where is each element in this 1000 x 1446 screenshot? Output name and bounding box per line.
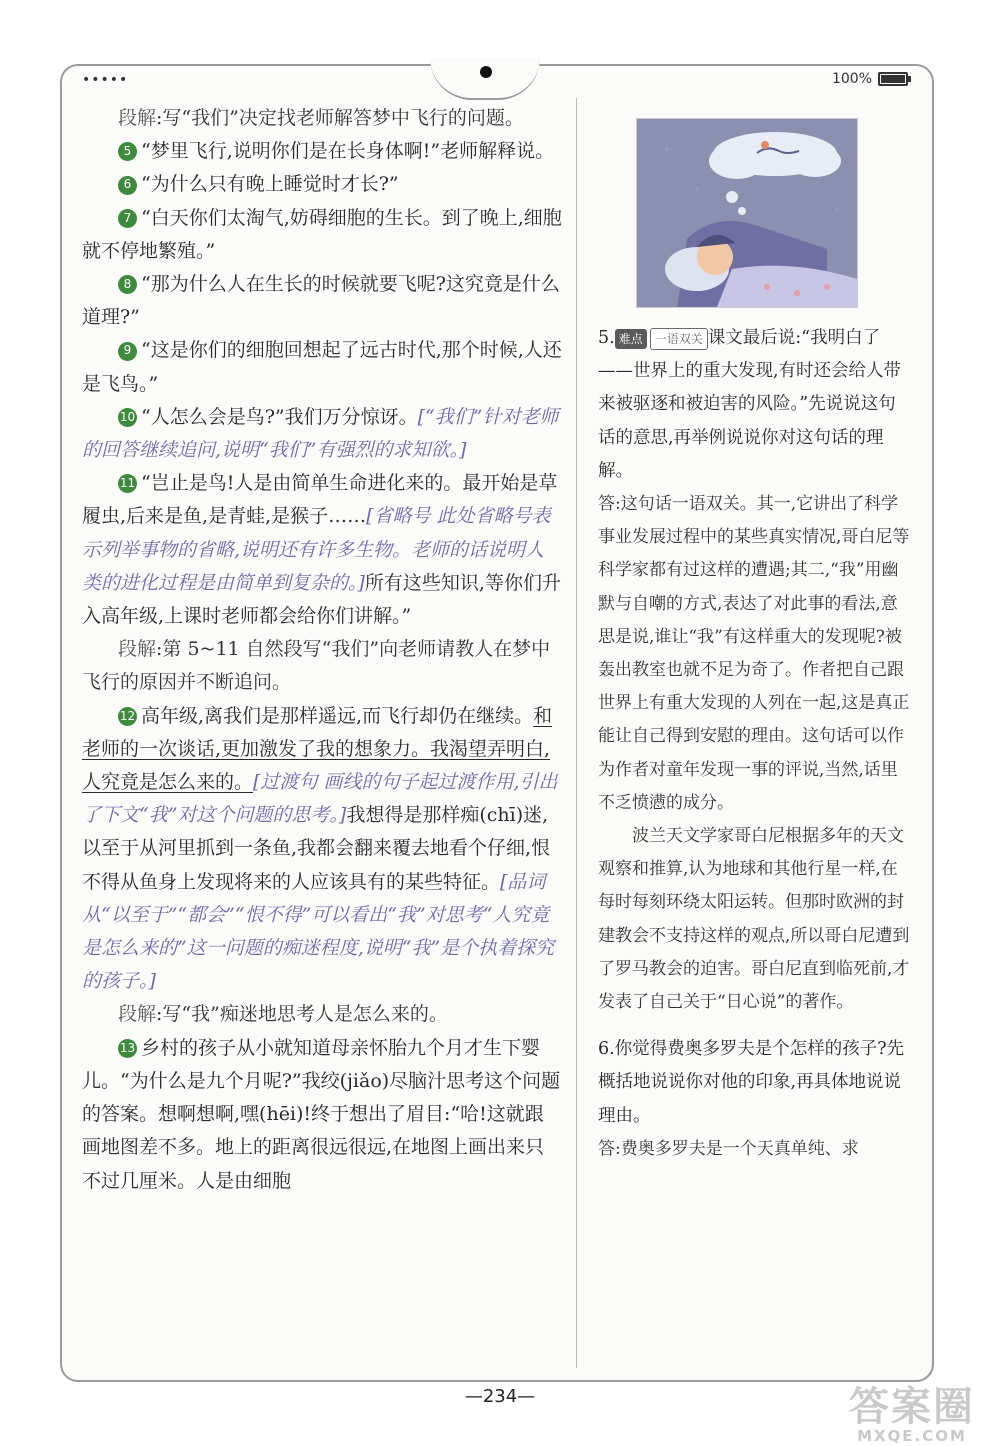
analysis-text: :写“我们”决定找老师解答梦中飞行的问题。 [156, 107, 524, 129]
status-bar [62, 66, 928, 94]
annotation-note: [“我们”针对老师的回答继续追问,说明“我们”有强烈的求知欲。] [82, 405, 559, 462]
paragraph [82, 202, 562, 268]
paragraph-number-badge: 9 [118, 342, 137, 361]
battery-indicator [832, 71, 908, 87]
paragraph [82, 334, 562, 400]
underlined-sentence: 和老师的一次谈话,更加激发了我的想象力。我渴望弄明白,人究竟是怎么来的。 [82, 704, 553, 794]
paragraph [82, 1032, 562, 1198]
paragraph-text: “那为什么人在生长的时候就要飞呢?这究竟是什么道理?” [82, 273, 560, 329]
reference-passage: 波兰天文学家哥白尼根据多年的天文观察和推算,认为地球和其他行星一样,在每时每刻环绕太阳运转。但那时欧洲的封建教会不支持这样的观点,所以哥白尼遭到了罗马教会的迫害。哥白尼直到临死前,才发表了自己关于“日心说”的著作。 [598, 826, 910, 1013]
paragraph [82, 268, 562, 334]
paragraph-text: 我想得是那样痴(chī)迷,以至于从河里抓到一条鱼,我都会翻来覆去地看个仔细,恨不得从鱼身上发现将来的人应该具有的某些特征。 [82, 804, 551, 893]
annotation-note: [过渡句 画线的句子起过渡作用,引出了下文“我”对这个问题的思考。] [82, 771, 558, 827]
battery-icon [878, 72, 908, 86]
paragraph-number-badge: 10 [118, 408, 137, 427]
question-5 [598, 322, 913, 488]
topic-tag: 一语双关 [650, 328, 708, 350]
paragraph-number-badge: 12 [118, 707, 137, 726]
column-divider [576, 98, 577, 1368]
analysis-text: :第 5~11 自然段写“我们”向老师请教人在梦中飞行的原因并不断追问。 [82, 638, 551, 694]
paragraph [82, 700, 562, 999]
paragraph-text: 高年级,离我们是那样遥远,而飞行却仍在继续。 [141, 704, 534, 727]
paragraph-text: “这是你们的细胞回想起了远古时代,那个时候,人还是飞鸟。” [82, 339, 562, 395]
paragraph [82, 467, 562, 633]
paragraph [82, 401, 562, 467]
battery-percent: 100% [831, 71, 872, 87]
difficulty-tag: 难点 [615, 329, 647, 349]
paragraph-text: 乡村的孩子从小就知道母亲怀胎九个月才生下婴儿。“为什么是九个月呢?”我绞(jiǎo)尽脑汁思考这个问题的答案。想啊想啊,嘿(hēi)!终于想出了眉目:“哈!这就跟画地图差不多。地上的距离很远很远,在地图上画出来只不过几厘米。人是由细胞 [82, 1036, 561, 1192]
paragraph-number-badge: 13 [118, 1039, 137, 1058]
paragraph-analysis [82, 633, 562, 699]
right-column [598, 322, 913, 1166]
page-number: —234— [464, 1386, 536, 1407]
analysis-text: :写“我”痴迷地思考人是怎么来的。 [156, 1003, 448, 1026]
analysis-label: 段解 [118, 107, 157, 129]
annotation-note: [省略号 此处省略号表示列举事物的省略,说明还有许多生物。老师的话说明人类的进化过程是由简单到复杂的。] [82, 505, 551, 594]
annotation-note: [品词 从“以至于”“都会”“恨不得”可以看出“我”对思考“人究竟是怎么来的”这一问题的痴迷程度,说明“我”是个执着探究的孩子。] [82, 870, 555, 993]
paragraph-text: “白天你们太淘气,妨碍细胞的生长。到了晚上,细胞就不停地繁殖。” [82, 206, 562, 262]
paragraph-text: “为什么只有晚上睡觉时才长?” [141, 173, 399, 196]
analysis-label: 段解 [118, 638, 157, 661]
watermark-logo-text: 答案圈 [849, 1384, 975, 1430]
paragraph-number-badge: 11 [118, 474, 137, 493]
paragraph-number-badge: 5 [118, 142, 137, 161]
paragraph-text: “梦里飞行,说明你们是在长身体啊!”老师解释说。 [141, 140, 555, 163]
illustration-dreaming-child [636, 118, 858, 308]
watermark-url: MXQE.COM [857, 1427, 967, 1445]
question-number: 5. [598, 328, 615, 348]
illustration-svg [637, 119, 857, 307]
signal-icon: ••••• [82, 72, 129, 88]
paragraph [82, 168, 562, 201]
paragraph-number-badge: 8 [118, 275, 137, 294]
answer-6: 答:费奥多罗夫是一个天真单纯、求 [598, 1138, 859, 1159]
paragraph-text: “人怎么会是鸟?”我们万分惊讶。 [141, 405, 418, 428]
paragraph-analysis [82, 102, 562, 135]
analysis-label: 段解 [118, 1003, 157, 1026]
question-text: 课文最后说:“我明白了——世界上的重大发现,有时还会给人带来被驱逐和被迫害的风险。”先说说这句话的意思,再举例说说你对这句话的理解。 [598, 328, 902, 481]
paragraph [82, 135, 562, 168]
question-6: 6.你觉得费奥多罗夫是个怎样的孩子?先概括地说说你对他的印象,再具体地说说理由。 [598, 1039, 905, 1126]
answer-5: 答:这句话一语双关。其一,它讲出了科学事业发展过程中的某些真实情况,哥白尼等科学家都有过这样的遭遇;其二,“我”用幽默与自嘲的方式,表达了对此事的看法,意思是说,谁让“我”有这样重大的发现呢?被轰出教室也就不足为奇了。作者把自己跟世界上有重大发现的人列在一起,这是真正能让自己得到安慰的理由。这句话可以作为作者对童年发现一事的评说,当然,话里不乏愤懑的成分。 [598, 494, 910, 813]
paragraph-analysis [82, 998, 562, 1031]
site-watermark [832, 1386, 992, 1444]
left-column [82, 102, 562, 1198]
paragraph-text: 所有这些知识,等你们升入高年级,上课时老师都会给你们讲解。” [82, 571, 561, 628]
paragraph-number-badge: 6 [118, 176, 137, 195]
paragraph-text: “岂止是鸟!人是由简单生命进化来的。最开始是草履虫,后来是鱼,是青蛙,是猴子…… [82, 472, 558, 528]
paragraph-number-badge: 7 [118, 209, 137, 228]
